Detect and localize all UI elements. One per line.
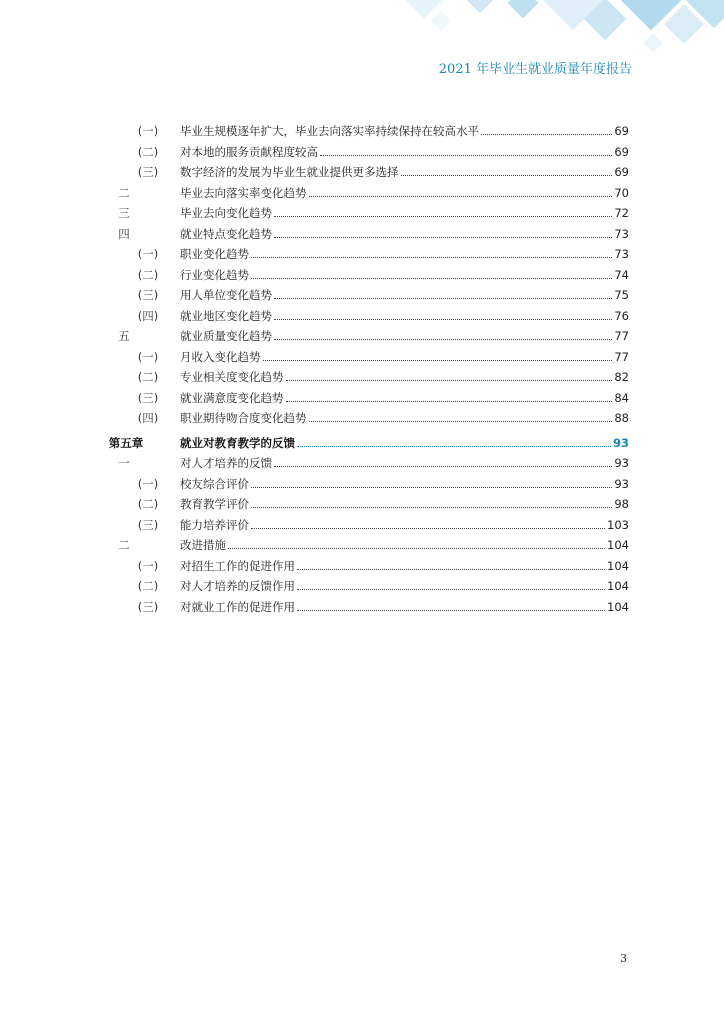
toc-entry-page: 84: [614, 390, 629, 405]
toc-entry-page: 88: [614, 411, 629, 425]
toc-entry-line: [180, 433, 629, 453]
toc-leader-dots: [297, 576, 605, 590]
toc-entry-line: [180, 576, 629, 596]
toc-entry[interactable]: [0, 576, 724, 596]
toc-entry-page: 104: [607, 558, 629, 573]
toc-entry-title: 职业变化趋势: [180, 247, 249, 261]
toc-leader-dots: [274, 306, 612, 320]
toc-entry-number: 二: [118, 538, 130, 552]
toc-entry-line: [180, 285, 629, 305]
toc-entry-title: 就业质量变化趋势: [180, 329, 272, 343]
toc-entry-page: 74: [614, 267, 629, 282]
toc-entry-page: 82: [614, 370, 629, 384]
toc-leader-dots: [481, 121, 612, 135]
toc-entry-line: [180, 142, 629, 162]
toc-entry-title: 月收入变化趋势: [180, 349, 261, 364]
toc-entry[interactable]: [0, 367, 724, 387]
toc-entry-number: (三): [137, 165, 159, 179]
toc-entry-number: (三): [137, 599, 159, 614]
toc-entry-title: 职业期待吻合度变化趋势: [180, 411, 307, 425]
toc-entry[interactable]: [0, 306, 724, 326]
toc-leader-dots: [251, 494, 612, 508]
toc-entry-page: 69: [614, 124, 629, 138]
toc-entry-number: (四): [137, 411, 159, 425]
toc-leader-dots: [274, 453, 612, 467]
toc-entry-line: [180, 408, 629, 428]
toc-entry-title: 用人单位变化趋势: [180, 288, 272, 302]
toc-entry-title: 数字经济的发展为毕业生就业提供更多选择: [180, 165, 399, 179]
toc-entry[interactable]: [0, 183, 724, 203]
toc-entry-page: 69: [614, 165, 629, 179]
toc-entry-line: [180, 306, 629, 326]
toc-leader-dots: [274, 285, 612, 299]
toc-leader-dots: [297, 433, 611, 447]
toc-entry-page: 93: [614, 476, 629, 491]
toc-entry-page: 69: [614, 144, 629, 159]
toc-entry[interactable]: [0, 535, 724, 555]
toc-leader-dots: [274, 224, 612, 238]
toc-entry[interactable]: [0, 224, 724, 244]
toc-entry-line: [180, 224, 629, 244]
toc-entry-number: 二: [118, 185, 130, 200]
toc-entry-number: (三): [137, 390, 159, 405]
toc-entry-page: 77: [614, 329, 629, 343]
toc-entry-number: (三): [137, 288, 159, 302]
toc-entry-title: 就业地区变化趋势: [180, 308, 272, 323]
toc-leader-dots: [263, 347, 613, 361]
report-header-title: 2021 年毕业生就业质量年度报告: [438, 62, 632, 77]
toc-leader-dots: [251, 474, 612, 488]
toc-entry-line: [180, 388, 629, 408]
toc-entry-page: 70: [614, 185, 629, 200]
toc-entry-title: 行业变化趋势: [180, 267, 249, 282]
toc-entry-page: 104: [607, 538, 629, 552]
toc-leader-dots: [401, 162, 613, 176]
toc-entry-line: [180, 556, 629, 576]
toc-entry-title: 就业特点变化趋势: [180, 226, 272, 241]
toc-entry-number: (一): [137, 247, 159, 261]
toc-entry-number: 五: [118, 329, 130, 343]
toc-entry-line: [180, 183, 629, 203]
toc-entry-number: (二): [137, 370, 159, 384]
toc-entry-number: (二): [137, 267, 159, 282]
toc-entry-number: (四): [137, 308, 159, 323]
toc-entry-title: 对人才培养的反馈作用: [180, 579, 295, 593]
toc-entry-page: 73: [614, 226, 629, 241]
toc-entry-page: 104: [607, 579, 629, 593]
toc-entry-title: 校友综合评价: [180, 476, 249, 491]
toc-entry-title: 对就业工作的促进作用: [180, 599, 295, 614]
toc-entry-line: [180, 535, 629, 555]
toc-entry-line: [180, 244, 629, 264]
toc-entry-number: 三: [118, 206, 130, 220]
toc-entry[interactable]: [0, 515, 724, 535]
toc-entry-line: [180, 326, 629, 346]
toc-entry-title: 教育教学评价: [180, 497, 249, 511]
toc-leader-dots: [297, 556, 605, 570]
toc-leader-dots: [286, 367, 613, 381]
toc-entry-page: 72: [614, 206, 629, 220]
toc-entry[interactable]: [0, 121, 724, 141]
toc-entry-title: 毕业去向落实率变化趋势: [180, 185, 307, 200]
toc-entry-number: 第五章: [108, 435, 144, 450]
toc-leader-dots: [251, 515, 605, 529]
toc-entry-line: [180, 474, 629, 494]
toc-entry[interactable]: [0, 326, 724, 346]
toc-entry-line: [180, 367, 629, 387]
toc-entry-number: 一: [118, 456, 130, 470]
toc-entry[interactable]: [0, 556, 724, 576]
toc-entry-page: 93: [612, 435, 629, 450]
toc-leader-dots: [251, 265, 612, 279]
toc-entry-number: 四: [118, 226, 130, 241]
toc-entry-title: 专业相关度变化趋势: [180, 370, 284, 384]
toc-entry-page: 98: [614, 497, 629, 511]
toc-leader-dots: [228, 535, 605, 549]
toc-leader-dots: [274, 326, 612, 340]
toc-entry[interactable]: [0, 142, 724, 162]
toc-entry[interactable]: [0, 453, 724, 473]
toc-entry-line: [180, 347, 629, 367]
toc-leader-dots: [320, 142, 612, 156]
toc-entry[interactable]: [0, 203, 724, 223]
toc-entry-title: 对招生工作的促进作用: [180, 558, 295, 573]
toc-entry[interactable]: [0, 474, 724, 494]
toc-entry-title: 对人才培养的反馈: [180, 456, 272, 470]
toc-entry[interactable]: [0, 162, 724, 182]
page-number: 3: [620, 952, 627, 965]
toc-entry-line: [180, 162, 629, 182]
toc-entry-line: [180, 597, 629, 617]
toc-entry[interactable]: [0, 597, 724, 617]
toc-chapter-entry[interactable]: [0, 433, 724, 453]
toc-entry-title: 对本地的服务贡献程度较高: [180, 144, 318, 159]
toc-entry-number: (二): [137, 497, 159, 511]
toc-entry[interactable]: [0, 285, 724, 305]
toc-entry-title: 能力培养评价: [180, 517, 249, 532]
toc-entry-page: 103: [607, 517, 629, 532]
toc-entry-page: 73: [614, 247, 629, 261]
toc-entry-line: [180, 494, 629, 514]
toc-entry-line: [180, 453, 629, 473]
toc-entry[interactable]: [0, 265, 724, 285]
toc-entry-page: 77: [614, 349, 629, 364]
toc-entry[interactable]: [0, 388, 724, 408]
toc-entry-number: (一): [137, 558, 159, 573]
toc-entry-number: (二): [137, 579, 159, 593]
toc-entry-page: 76: [614, 308, 629, 323]
toc-leader-dots: [309, 408, 613, 422]
toc-entry-title: 就业满意度变化趋势: [180, 390, 284, 405]
toc-entry[interactable]: [0, 347, 724, 367]
toc-entry-page: 75: [614, 288, 629, 302]
toc-entry-line: [180, 515, 629, 535]
toc-leader-dots: [251, 244, 612, 258]
toc-leader-dots: [286, 388, 613, 402]
toc-entry-number: (一): [137, 124, 159, 138]
toc-entry-line: [180, 265, 629, 285]
toc-entry[interactable]: [0, 494, 724, 514]
toc-entry-line: [180, 121, 629, 141]
toc-entry-number: (三): [137, 517, 159, 532]
toc-entry-line: [180, 203, 629, 223]
toc-entry-title: 毕业去向变化趋势: [180, 206, 272, 220]
toc-leader-dots: [274, 203, 612, 217]
toc-entry[interactable]: [0, 244, 724, 264]
toc-entry-title: 改进措施: [180, 538, 226, 552]
toc-entry-number: (二): [137, 144, 159, 159]
toc-entry-title: 就业对教育教学的反馈: [180, 435, 295, 450]
toc-leader-dots: [297, 597, 605, 611]
toc-entry-number: (一): [137, 476, 159, 491]
toc-entry-page: 104: [607, 599, 629, 614]
toc-entry-page: 93: [614, 456, 629, 470]
toc-leader-dots: [309, 183, 613, 197]
toc-entry-title: 毕业生规模逐年扩大，毕业去向落实率持续保持在较高水平: [180, 124, 479, 138]
toc-entry[interactable]: [0, 408, 724, 428]
toc-entry-number: (一): [137, 349, 159, 364]
